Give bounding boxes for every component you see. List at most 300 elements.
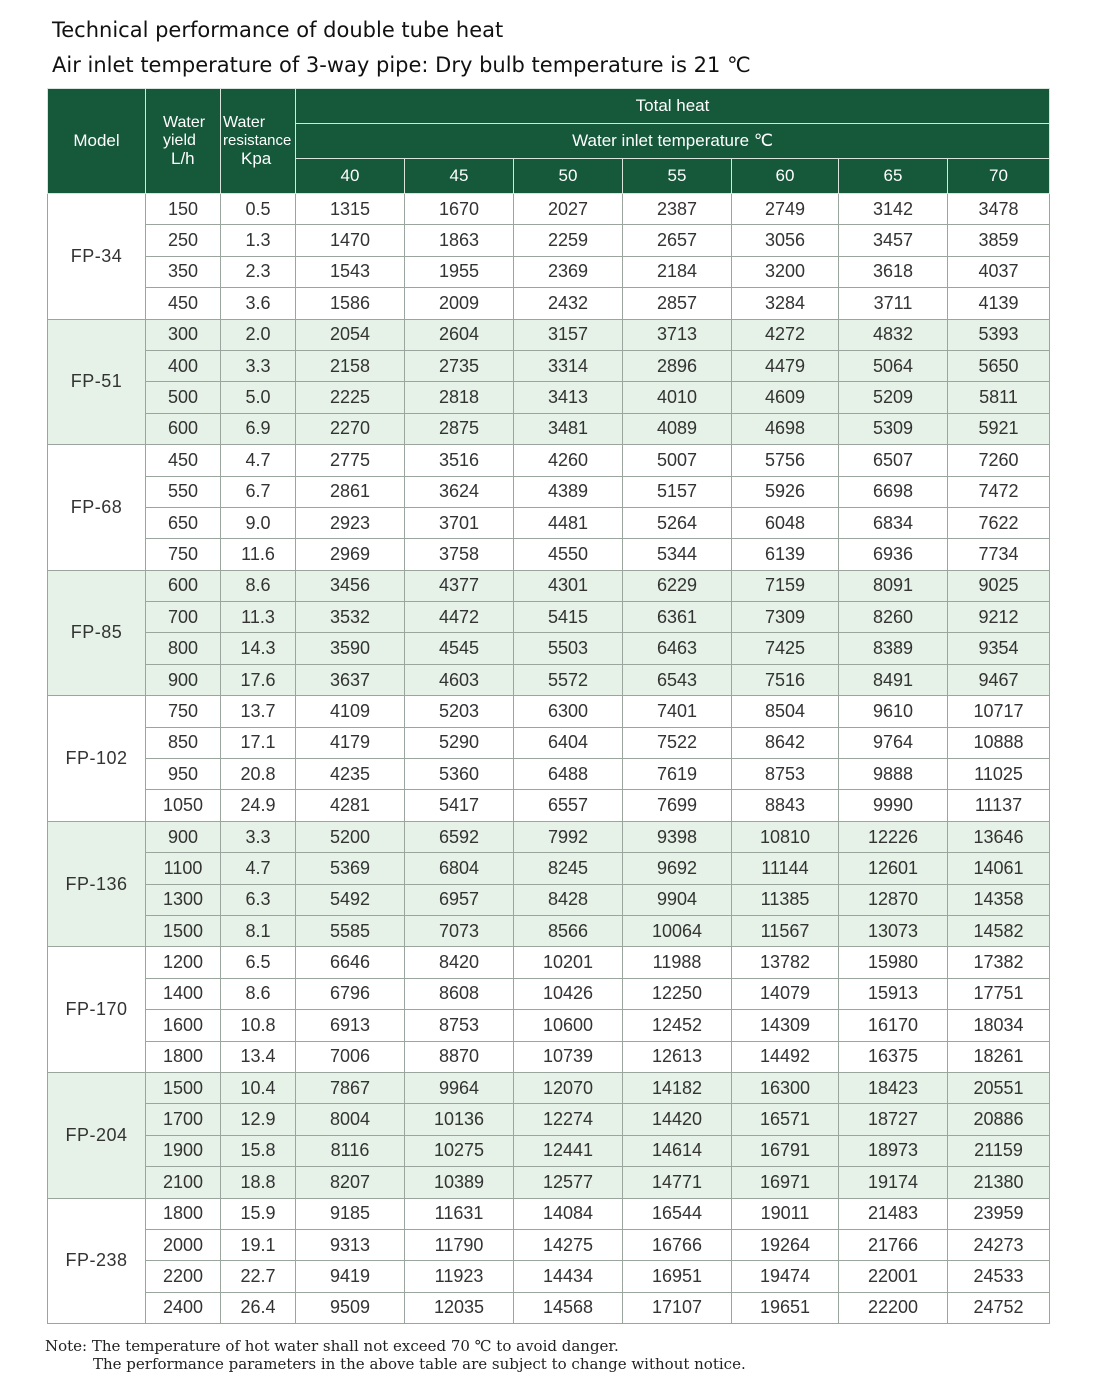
total-heat-cell: 5157	[623, 476, 732, 507]
total-heat-cell: 4472	[405, 602, 514, 633]
table-row	[48, 884, 1050, 915]
total-heat-cell: 4609	[732, 382, 839, 413]
total-heat-cell: 19651	[732, 1292, 839, 1323]
total-heat-cell: 6488	[514, 759, 623, 790]
total-heat-cell: 4179	[296, 727, 405, 758]
water-resistance-cell: 19.1	[221, 1229, 296, 1260]
table-row	[48, 1198, 1050, 1229]
total-heat-cell: 19474	[732, 1261, 839, 1292]
total-heat-cell: 14614	[623, 1135, 732, 1166]
water-yield-cell: 1700	[146, 1104, 221, 1135]
total-heat-cell: 4479	[732, 350, 839, 381]
total-heat-cell: 9990	[839, 790, 948, 821]
total-heat-cell: 5369	[296, 853, 405, 884]
total-heat-cell: 6361	[623, 602, 732, 633]
total-heat-cell: 5650	[948, 350, 1050, 381]
total-heat-cell: 4260	[514, 445, 623, 476]
total-heat-cell: 10275	[405, 1135, 514, 1166]
total-heat-cell: 16300	[732, 1072, 839, 1103]
table-row	[48, 727, 1050, 758]
total-heat-cell: 8753	[732, 759, 839, 790]
total-heat-cell: 3284	[732, 288, 839, 319]
total-heat-cell: 8428	[514, 884, 623, 915]
total-heat-cell: 2657	[623, 225, 732, 256]
header-temp: 45	[405, 159, 514, 194]
water-resistance-cell: 3.3	[221, 821, 296, 852]
total-heat-cell: 6404	[514, 727, 623, 758]
total-heat-cell: 16971	[732, 1167, 839, 1198]
table-row	[48, 759, 1050, 790]
total-heat-cell: 9764	[839, 727, 948, 758]
table-row	[48, 476, 1050, 507]
total-heat-cell: 4281	[296, 790, 405, 821]
model-cell: FP-136	[48, 821, 146, 947]
total-heat-cell: 3142	[839, 194, 948, 225]
total-heat-cell: 10389	[405, 1167, 514, 1198]
total-heat-cell: 13073	[839, 915, 948, 946]
header-total-heat: Total heat	[296, 89, 1050, 124]
table-row	[48, 382, 1050, 413]
total-heat-cell: 15913	[839, 978, 948, 1009]
total-heat-cell: 6592	[405, 821, 514, 852]
total-heat-cell: 3200	[732, 256, 839, 287]
total-heat-cell: 17382	[948, 947, 1050, 978]
total-heat-cell: 5811	[948, 382, 1050, 413]
header-water-resistance-unit: Kpa	[241, 149, 272, 168]
total-heat-cell: 14568	[514, 1292, 623, 1323]
table-row	[48, 1010, 1050, 1041]
total-heat-cell: 1470	[296, 225, 405, 256]
total-heat-cell: 16951	[623, 1261, 732, 1292]
total-heat-cell: 2735	[405, 350, 514, 381]
table-row	[48, 821, 1050, 852]
total-heat-cell: 8004	[296, 1104, 405, 1135]
total-heat-cell: 14434	[514, 1261, 623, 1292]
total-heat-cell: 8843	[732, 790, 839, 821]
total-heat-cell: 6698	[839, 476, 948, 507]
table-row	[48, 288, 1050, 319]
total-heat-cell: 8491	[839, 664, 948, 695]
total-heat-cell: 8260	[839, 602, 948, 633]
total-heat-cell: 2969	[296, 539, 405, 570]
total-heat-cell: 16571	[732, 1104, 839, 1135]
total-heat-cell: 3711	[839, 288, 948, 319]
water-yield-cell: 750	[146, 539, 221, 570]
total-heat-cell: 4832	[839, 319, 948, 350]
total-heat-cell: 8870	[405, 1041, 514, 1072]
table-row	[48, 194, 1050, 225]
table-row	[48, 570, 1050, 601]
model-cell: FP-51	[48, 319, 146, 445]
total-heat-cell: 5393	[948, 319, 1050, 350]
table-row	[48, 664, 1050, 695]
table-row	[48, 1135, 1050, 1166]
total-heat-cell: 1315	[296, 194, 405, 225]
water-resistance-cell: 11.3	[221, 602, 296, 633]
water-resistance-cell: 17.1	[221, 727, 296, 758]
total-heat-cell: 18034	[948, 1010, 1050, 1041]
total-heat-cell: 3590	[296, 633, 405, 664]
total-heat-cell: 3859	[948, 225, 1050, 256]
total-heat-cell: 14582	[948, 915, 1050, 946]
water-yield-cell: 1100	[146, 853, 221, 884]
total-heat-cell: 11385	[732, 884, 839, 915]
total-heat-cell: 2923	[296, 507, 405, 538]
total-heat-cell: 5921	[948, 413, 1050, 444]
water-resistance-cell: 6.7	[221, 476, 296, 507]
total-heat-cell: 17107	[623, 1292, 732, 1323]
total-heat-cell: 2775	[296, 445, 405, 476]
total-heat-cell: 18423	[839, 1072, 948, 1103]
total-heat-cell: 14420	[623, 1104, 732, 1135]
total-heat-cell: 11567	[732, 915, 839, 946]
model-cell: FP-85	[48, 570, 146, 696]
total-heat-cell: 16791	[732, 1135, 839, 1166]
total-heat-cell: 7622	[948, 507, 1050, 538]
total-heat-cell: 7073	[405, 915, 514, 946]
total-heat-cell: 3478	[948, 194, 1050, 225]
total-heat-cell: 18261	[948, 1041, 1050, 1072]
total-heat-cell: 18973	[839, 1135, 948, 1166]
total-heat-cell: 10136	[405, 1104, 514, 1135]
total-heat-cell: 5417	[405, 790, 514, 821]
total-heat-cell: 2270	[296, 413, 405, 444]
table-row	[48, 256, 1050, 287]
total-heat-cell: 19011	[732, 1198, 839, 1229]
total-heat-cell: 6543	[623, 664, 732, 695]
water-resistance-cell: 6.3	[221, 884, 296, 915]
total-heat-cell: 4037	[948, 256, 1050, 287]
table-row	[48, 602, 1050, 633]
total-heat-cell: 5064	[839, 350, 948, 381]
total-heat-cell: 5360	[405, 759, 514, 790]
water-resistance-cell: 0.5	[221, 194, 296, 225]
total-heat-cell: 14358	[948, 884, 1050, 915]
total-heat-cell: 15980	[839, 947, 948, 978]
total-heat-cell: 13782	[732, 947, 839, 978]
model-cell: FP-34	[48, 194, 146, 320]
table-row	[48, 225, 1050, 256]
water-resistance-cell: 3.3	[221, 350, 296, 381]
total-heat-cell: 14182	[623, 1072, 732, 1103]
total-heat-cell: 2027	[514, 194, 623, 225]
total-heat-cell: 9025	[948, 570, 1050, 601]
page-subtitle: Air inlet temperature of 3-way pipe: Dry bulb temperature is 21 ℃	[52, 53, 751, 77]
total-heat-cell: 9904	[623, 884, 732, 915]
total-heat-cell: 5926	[732, 476, 839, 507]
water-yield-cell: 650	[146, 507, 221, 538]
total-heat-cell: 3701	[405, 507, 514, 538]
total-heat-cell: 22001	[839, 1261, 948, 1292]
water-yield-cell: 300	[146, 319, 221, 350]
header-water-resistance	[221, 89, 296, 194]
total-heat-cell: 7734	[948, 539, 1050, 570]
total-heat-cell: 2369	[514, 256, 623, 287]
total-heat-cell: 1586	[296, 288, 405, 319]
total-heat-cell: 6139	[732, 539, 839, 570]
water-resistance-cell: 4.7	[221, 853, 296, 884]
water-yield-cell: 700	[146, 602, 221, 633]
total-heat-cell: 9212	[948, 602, 1050, 633]
header-water-yield	[146, 89, 221, 194]
total-heat-cell: 5585	[296, 915, 405, 946]
total-heat-cell: 12613	[623, 1041, 732, 1072]
water-resistance-cell: 12.9	[221, 1104, 296, 1135]
total-heat-cell: 3713	[623, 319, 732, 350]
total-heat-cell: 2158	[296, 350, 405, 381]
total-heat-cell: 14492	[732, 1041, 839, 1072]
table-row	[48, 978, 1050, 1009]
total-heat-cell: 7992	[514, 821, 623, 852]
table-row	[48, 1261, 1050, 1292]
water-resistance-cell: 13.4	[221, 1041, 296, 1072]
total-heat-cell: 3481	[514, 413, 623, 444]
total-heat-cell: 6804	[405, 853, 514, 884]
header-temp: 40	[296, 159, 405, 194]
total-heat-cell: 11923	[405, 1261, 514, 1292]
total-heat-cell: 21159	[948, 1135, 1050, 1166]
note-line-2: The performance parameters in the above table are subject to change without notice.	[93, 1355, 746, 1373]
total-heat-cell: 2225	[296, 382, 405, 413]
total-heat-cell: 12452	[623, 1010, 732, 1041]
water-resistance-cell: 6.5	[221, 947, 296, 978]
total-heat-cell: 4698	[732, 413, 839, 444]
water-resistance-cell: 6.9	[221, 413, 296, 444]
water-yield-cell: 500	[146, 382, 221, 413]
water-yield-cell: 1500	[146, 915, 221, 946]
total-heat-cell: 5756	[732, 445, 839, 476]
total-heat-cell: 5503	[514, 633, 623, 664]
total-heat-cell: 13646	[948, 821, 1050, 852]
total-heat-cell: 2009	[405, 288, 514, 319]
total-heat-cell: 11137	[948, 790, 1050, 821]
total-heat-cell: 2818	[405, 382, 514, 413]
total-heat-cell: 3516	[405, 445, 514, 476]
total-heat-cell: 4089	[623, 413, 732, 444]
total-heat-cell: 9692	[623, 853, 732, 884]
water-yield-cell: 1900	[146, 1135, 221, 1166]
total-heat-cell: 4389	[514, 476, 623, 507]
total-heat-cell: 2184	[623, 256, 732, 287]
total-heat-cell: 20551	[948, 1072, 1050, 1103]
total-heat-cell: 5309	[839, 413, 948, 444]
water-yield-cell: 1800	[146, 1041, 221, 1072]
total-heat-cell: 16766	[623, 1229, 732, 1260]
total-heat-cell: 2749	[732, 194, 839, 225]
water-resistance-cell: 17.6	[221, 664, 296, 695]
total-heat-cell: 7516	[732, 664, 839, 695]
table-row	[48, 319, 1050, 350]
header-temp: 50	[514, 159, 623, 194]
table-row	[48, 350, 1050, 381]
water-resistance-cell: 11.6	[221, 539, 296, 570]
total-heat-cell: 21483	[839, 1198, 948, 1229]
total-heat-cell: 22200	[839, 1292, 948, 1323]
table-row	[48, 1041, 1050, 1072]
total-heat-cell: 24273	[948, 1229, 1050, 1260]
total-heat-cell: 3056	[732, 225, 839, 256]
water-resistance-cell: 8.1	[221, 915, 296, 946]
total-heat-cell: 5007	[623, 445, 732, 476]
table-row	[48, 915, 1050, 946]
note-line-1: Note: The temperature of hot water shall not exceed 70 ℃ to avoid danger.	[45, 1337, 619, 1355]
total-heat-cell: 6463	[623, 633, 732, 664]
water-resistance-cell: 20.8	[221, 759, 296, 790]
water-yield-cell: 250	[146, 225, 221, 256]
total-heat-cell: 14061	[948, 853, 1050, 884]
total-heat-cell: 5209	[839, 382, 948, 413]
table-row	[48, 790, 1050, 821]
water-resistance-cell: 2.3	[221, 256, 296, 287]
total-heat-cell: 10426	[514, 978, 623, 1009]
total-heat-cell: 10064	[623, 915, 732, 946]
total-heat-cell: 2875	[405, 413, 514, 444]
water-yield-cell: 150	[146, 194, 221, 225]
total-heat-cell: 2259	[514, 225, 623, 256]
total-heat-cell: 7159	[732, 570, 839, 601]
total-heat-cell: 12070	[514, 1072, 623, 1103]
total-heat-cell: 6507	[839, 445, 948, 476]
table-row	[48, 445, 1050, 476]
total-heat-cell: 24533	[948, 1261, 1050, 1292]
total-heat-cell: 4603	[405, 664, 514, 695]
water-resistance-cell: 10.4	[221, 1072, 296, 1103]
total-heat-cell: 16375	[839, 1041, 948, 1072]
total-heat-cell: 3758	[405, 539, 514, 570]
total-heat-cell: 3618	[839, 256, 948, 287]
total-heat-cell: 4377	[405, 570, 514, 601]
total-heat-cell: 6834	[839, 507, 948, 538]
total-heat-cell: 8504	[732, 696, 839, 727]
water-yield-cell: 950	[146, 759, 221, 790]
total-heat-cell: 9419	[296, 1261, 405, 1292]
total-heat-cell: 4139	[948, 288, 1050, 319]
total-heat-cell: 12870	[839, 884, 948, 915]
total-heat-cell: 8420	[405, 947, 514, 978]
page-title: Technical performance of double tube heat	[52, 18, 504, 42]
total-heat-cell: 2857	[623, 288, 732, 319]
total-heat-cell: 12441	[514, 1135, 623, 1166]
total-heat-cell: 4550	[514, 539, 623, 570]
total-heat-cell: 7401	[623, 696, 732, 727]
water-resistance-cell: 24.9	[221, 790, 296, 821]
total-heat-cell: 10717	[948, 696, 1050, 727]
total-heat-cell: 18727	[839, 1104, 948, 1135]
total-heat-cell: 14275	[514, 1229, 623, 1260]
water-yield-cell: 2100	[146, 1167, 221, 1198]
total-heat-cell: 12274	[514, 1104, 623, 1135]
water-yield-cell: 350	[146, 256, 221, 287]
total-heat-cell: 17751	[948, 978, 1050, 1009]
water-yield-cell: 450	[146, 288, 221, 319]
total-heat-cell: 12601	[839, 853, 948, 884]
total-heat-cell: 4545	[405, 633, 514, 664]
total-heat-cell: 6557	[514, 790, 623, 821]
header-temp: 55	[623, 159, 732, 194]
water-yield-cell: 900	[146, 664, 221, 695]
total-heat-cell: 12226	[839, 821, 948, 852]
total-heat-cell: 5344	[623, 539, 732, 570]
total-heat-cell: 8753	[405, 1010, 514, 1041]
total-heat-cell: 11988	[623, 947, 732, 978]
header-water-yield-unit: L/h	[171, 149, 195, 168]
total-heat-cell: 10739	[514, 1041, 623, 1072]
total-heat-cell: 6796	[296, 978, 405, 1009]
water-yield-cell: 550	[146, 476, 221, 507]
total-heat-cell: 3413	[514, 382, 623, 413]
total-heat-cell: 12250	[623, 978, 732, 1009]
total-heat-cell: 4301	[514, 570, 623, 601]
water-yield-cell: 1200	[146, 947, 221, 978]
total-heat-cell: 8091	[839, 570, 948, 601]
water-resistance-cell: 4.7	[221, 445, 296, 476]
total-heat-cell: 8566	[514, 915, 623, 946]
total-heat-cell: 6936	[839, 539, 948, 570]
water-yield-cell: 2200	[146, 1261, 221, 1292]
total-heat-cell: 8116	[296, 1135, 405, 1166]
total-heat-cell: 3314	[514, 350, 623, 381]
total-heat-cell: 10888	[948, 727, 1050, 758]
total-heat-cell: 7425	[732, 633, 839, 664]
total-heat-cell: 20886	[948, 1104, 1050, 1135]
model-cell: FP-68	[48, 445, 146, 571]
water-yield-cell: 450	[146, 445, 221, 476]
total-heat-cell: 12035	[405, 1292, 514, 1323]
water-yield-cell: 1300	[146, 884, 221, 915]
total-heat-cell: 9888	[839, 759, 948, 790]
water-resistance-cell: 18.8	[221, 1167, 296, 1198]
water-resistance-cell: 1.3	[221, 225, 296, 256]
total-heat-cell: 5492	[296, 884, 405, 915]
header-water-yield-line1: Water	[163, 114, 206, 131]
total-heat-cell: 11631	[405, 1198, 514, 1229]
total-heat-cell: 14084	[514, 1198, 623, 1229]
table-body	[48, 194, 1050, 1324]
water-yield-cell: 1800	[146, 1198, 221, 1229]
header-temp: 70	[948, 159, 1050, 194]
water-resistance-cell: 8.6	[221, 570, 296, 601]
total-heat-cell: 2861	[296, 476, 405, 507]
water-resistance-cell: 10.8	[221, 1010, 296, 1041]
total-heat-cell: 23959	[948, 1198, 1050, 1229]
total-heat-cell: 10201	[514, 947, 623, 978]
water-yield-cell: 2000	[146, 1229, 221, 1260]
water-yield-cell: 2400	[146, 1292, 221, 1323]
total-heat-cell: 3157	[514, 319, 623, 350]
total-heat-cell: 5415	[514, 602, 623, 633]
water-yield-cell: 600	[146, 413, 221, 444]
total-heat-cell: 19264	[732, 1229, 839, 1260]
water-resistance-cell: 15.8	[221, 1135, 296, 1166]
total-heat-cell: 7472	[948, 476, 1050, 507]
header-water-resistance-line1: Water	[223, 114, 266, 131]
total-heat-cell: 7309	[732, 602, 839, 633]
water-resistance-cell: 14.3	[221, 633, 296, 664]
table-row	[48, 507, 1050, 538]
table-row	[48, 1167, 1050, 1198]
header-model: Model	[48, 89, 146, 194]
water-resistance-cell: 22.7	[221, 1261, 296, 1292]
total-heat-cell: 12577	[514, 1167, 623, 1198]
total-heat-cell: 4109	[296, 696, 405, 727]
total-heat-cell: 14079	[732, 978, 839, 1009]
total-heat-cell: 9354	[948, 633, 1050, 664]
header-water-inlet-temperature: Water inlet temperature ℃	[296, 124, 1050, 159]
total-heat-cell: 9313	[296, 1229, 405, 1260]
total-heat-cell: 7619	[623, 759, 732, 790]
total-heat-cell: 9964	[405, 1072, 514, 1103]
total-heat-cell: 14309	[732, 1010, 839, 1041]
